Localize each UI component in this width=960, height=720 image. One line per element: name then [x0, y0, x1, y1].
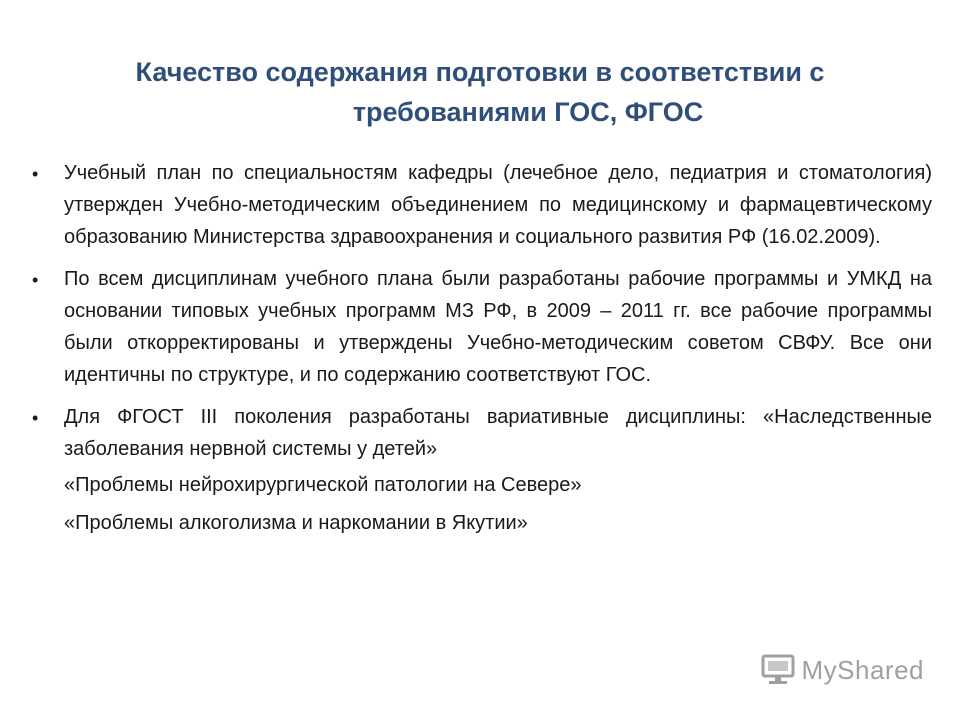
- slide-title-line-2: требованиями ГОС, ФГОС: [352, 97, 704, 127]
- bullet-item: [30, 263, 932, 391]
- watermark-text: MyShared: [801, 654, 924, 685]
- slide-title-line-1: Качество содержания подготовки в соответствии с: [135, 57, 825, 87]
- bullet-item: [30, 157, 932, 253]
- slide-body: [30, 157, 932, 545]
- bullet-marker: •: [32, 270, 39, 290]
- slide-title: [40, 52, 920, 132]
- sub-item: «Проблемы нейрохирургической патологии на Севере»: [64, 474, 582, 496]
- bullet-text: По всем дисциплинам учебного плана были разработаны рабочие программы и УМКД на основании типовых учебных программ МЗ РФ, в 2009 – 2011 гг. все рабочие программы были откорректированы и утверждены Учебно-методическим советом СВФУ. Все они идентичны по структуре, и по содержанию соответствуют ГОС.: [64, 268, 932, 386]
- bullet-text: Для ФГОСТ III поколения разработаны вариативные дисциплины: «Наследственные заболевания нервной системы у детей»: [64, 406, 932, 460]
- sub-item: «Проблемы алкоголизма и наркомании в Якутии»: [64, 512, 528, 534]
- watermark: [760, 654, 925, 686]
- myshared-logo-icon: [760, 654, 796, 686]
- bullet-marker: •: [32, 164, 39, 184]
- bullet-text: Учебный план по специальностям кафедры (лечебное дело, педиатрия и стоматология) утвержден Учебно-методическим объединением по медицинскому и фармацевтическому образованию Министерства здравоохранения и социального развития РФ (16.02.2009).: [64, 162, 932, 248]
- bullet-item: [30, 401, 932, 465]
- bullet-marker: •: [32, 408, 39, 428]
